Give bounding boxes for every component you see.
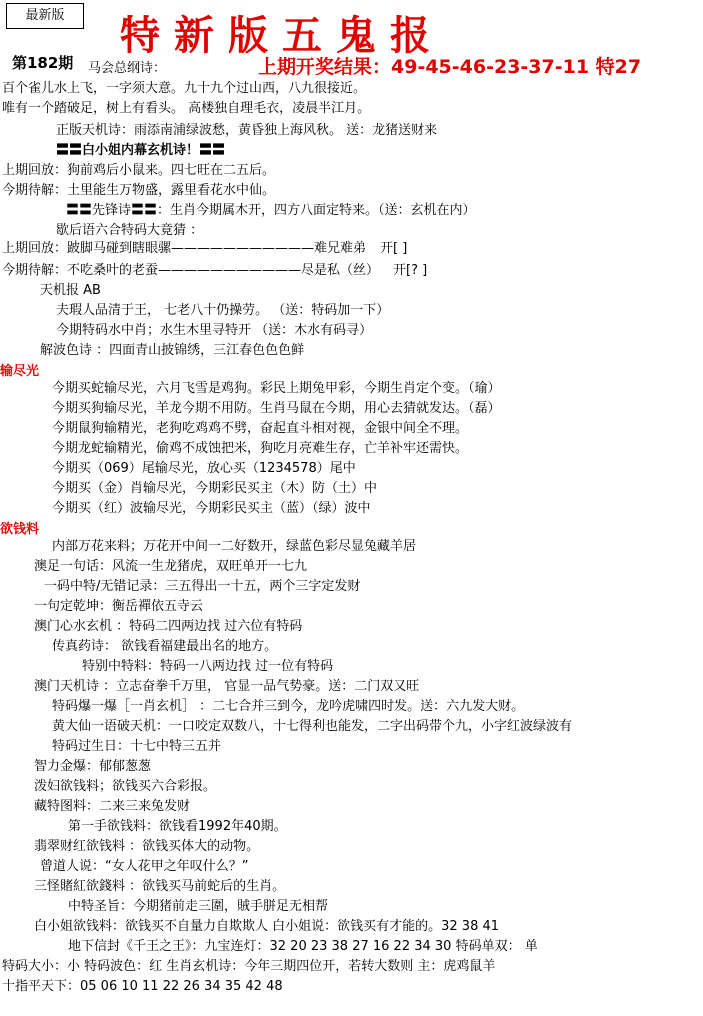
text-line: 夫瑕人品清于王， 七老八十仍操劳。 （送：特码加一下） bbox=[56, 303, 390, 318]
last-draw-result: 上期开奖结果：49-45-46-23-37-11 特27 bbox=[258, 56, 642, 78]
text-line: 特别中特料：特码一八两边找 过一位有特码 bbox=[82, 659, 334, 674]
text-line: 今期特码水中肖；水生木里寻特开 （送：木水有码寻） bbox=[56, 323, 373, 338]
text-line-body: 上期回放：跛脚马碰到瞎眼骡———————————难兄难弟 bbox=[2, 241, 367, 256]
issue-number: 第182期 bbox=[12, 54, 74, 72]
text-line: 曾道人说：“女人花甲之年叹什么？” bbox=[40, 859, 249, 874]
text-line: 今期买（红）波输尽光，今期彩民买主（蓝）（绿）波中 bbox=[52, 501, 371, 516]
text-line: 天机报 AB bbox=[40, 283, 101, 298]
text-line: 〓〓白小姐内幕玄机诗！〓〓 bbox=[56, 143, 226, 158]
text-line: 传真药诗： 欲钱看福建最出名的地方。 bbox=[52, 639, 278, 654]
text-line: 泼妇欲钱料；欲钱买六合彩报。 bbox=[34, 779, 217, 794]
text-line: 澳门天机诗 ：立志奋拳千万里， 官显一品气势豪。送：二门双又旺 bbox=[34, 679, 420, 694]
text-line: 地下信封《千王之王》：九宝连灯：32 20 23 38 27 16 22 34 30 特码单双： 单 bbox=[68, 939, 538, 954]
text-line: 一句定乾坤：衡岳禪依五寺云 bbox=[34, 599, 204, 614]
text-line: 澳足一句话：风流一生龙猪虎，双旺单开一七九 bbox=[34, 559, 308, 574]
text-line: 百个雀儿水上飞，一字须大意。九十九个过山西，八九很接近。 bbox=[2, 81, 367, 96]
text-line: 一码中特/无错记录：三五得出一十五，两个三字定发财 bbox=[44, 579, 361, 594]
text-line: 翡翠财红欲钱料 ：欲钱买体大的动物。 bbox=[34, 839, 260, 854]
text-line-body: 今期待解：不吃桑叶的老蚕———————————尽是私（丝） bbox=[2, 263, 380, 278]
text-line: 特码爆一爆［一肖玄机］ ：二七合并三到今，龙吟虎啸四时发。送：六九发大财。 bbox=[52, 699, 525, 714]
text-line: 智力金爆：郁郁葱葱 bbox=[34, 759, 152, 774]
text-line: 今期龙蛇输精光，偷鸡不成蚀把米，狗吃月亮难生存，亡羊补牢还需快。 bbox=[52, 441, 469, 456]
text-line: 歇后语六合特码大竟猜 ： bbox=[56, 223, 204, 238]
page-title: 特新版五鬼报 bbox=[120, 12, 444, 59]
text-line: 内部万花来料；万花开中间一二好数开，绿蓝色彩尽显兔藏羊居 bbox=[52, 539, 417, 554]
text-line: 澳门心水玄机 ：特码二四两边找 过六位有特码 bbox=[34, 619, 303, 634]
text-line: 〓〓先锋诗〓〓：生肖今期属木开，四方八面定特来。（送：玄机在内） bbox=[66, 203, 476, 218]
open-mark: 开[ ] bbox=[380, 241, 408, 256]
text-line: 今期鼠狗输精光，老狗吃鸡鸡不劈，奋起直斗相对视，金银中间全不理。 bbox=[52, 421, 469, 436]
text-line: 黄大仙一语破天机：一口咬定双数八，十七得利也能发，二字出码带个九，小字红波绿波有 bbox=[52, 719, 573, 734]
section-title: 输尽光 bbox=[0, 364, 40, 379]
edition-badge: 最新版 bbox=[6, 3, 84, 29]
text-line: 特码大小：小 特码波色：红 生肖玄机诗：今年三期四位开，若转大数则 主：虎鸡鼠羊 bbox=[2, 959, 496, 974]
text-line bbox=[2, 240, 407, 258]
text-line: 正版天机诗：雨添南浦绿波愁，黄昏独上海风秋。 送：龙猪送财来 bbox=[56, 123, 438, 138]
text-line: 第一手欲钱料：欲钱看1992年40期。 bbox=[68, 819, 287, 834]
text-line: 今期买蛇输尽光，六月飞雪是鸡狗。彩民上期兔甲彩，今期生肖定个变。（瑜） bbox=[52, 381, 501, 396]
text-line: 十指平天下：05 06 10 11 22 26 34 35 42 48 bbox=[2, 979, 283, 994]
text-line: 马会总纲诗： bbox=[88, 61, 167, 76]
text-line: 上期回放：狗前鸡后小鼠来。四七旺在二五后。 bbox=[2, 163, 276, 178]
open-mark: 开[? ] bbox=[393, 263, 428, 278]
text-line: 解波色诗 ：四面青山披锦绣，三江春色色色鲜 bbox=[40, 343, 305, 358]
text-line bbox=[2, 262, 427, 280]
text-line: 白小姐欲钱料：欲钱买不自量力自欺欺人 白小姐说：欲钱买有才能的。32 38 41 bbox=[34, 919, 500, 934]
text-line: 三怪賭紅欲錢料 ：欲钱买马前蛇后的生肖。 bbox=[34, 879, 286, 894]
text-line: 今期买（069）尾输尽光，放心买（1234578）尾中 bbox=[52, 461, 356, 476]
text-line: 唯有一个踏破足，树上有看头。 高楼独自理毛衣，凌晨半江月。 bbox=[2, 101, 371, 116]
text-line: 今期待解：土里能生万物盛，露里看花水中仙。 bbox=[2, 183, 276, 198]
text-line: 今期买狗输尽光，羊龙今期不用防。生肖马鼠在今期，用心去猜就发达。（磊） bbox=[52, 401, 501, 416]
text-line: 中特圣旨：今期猪前走三圍，賊手胼足无相帮 bbox=[68, 899, 329, 914]
text-line: 今期买（金）肖输尽光，今期彩民买主（木）防（土）中 bbox=[52, 481, 378, 496]
section-title: 欲钱料 bbox=[0, 522, 40, 537]
text-line: 藏特图料：二来三来兔发财 bbox=[34, 799, 191, 814]
text-line: 特码过生日：十七中特三五并 bbox=[52, 739, 222, 754]
